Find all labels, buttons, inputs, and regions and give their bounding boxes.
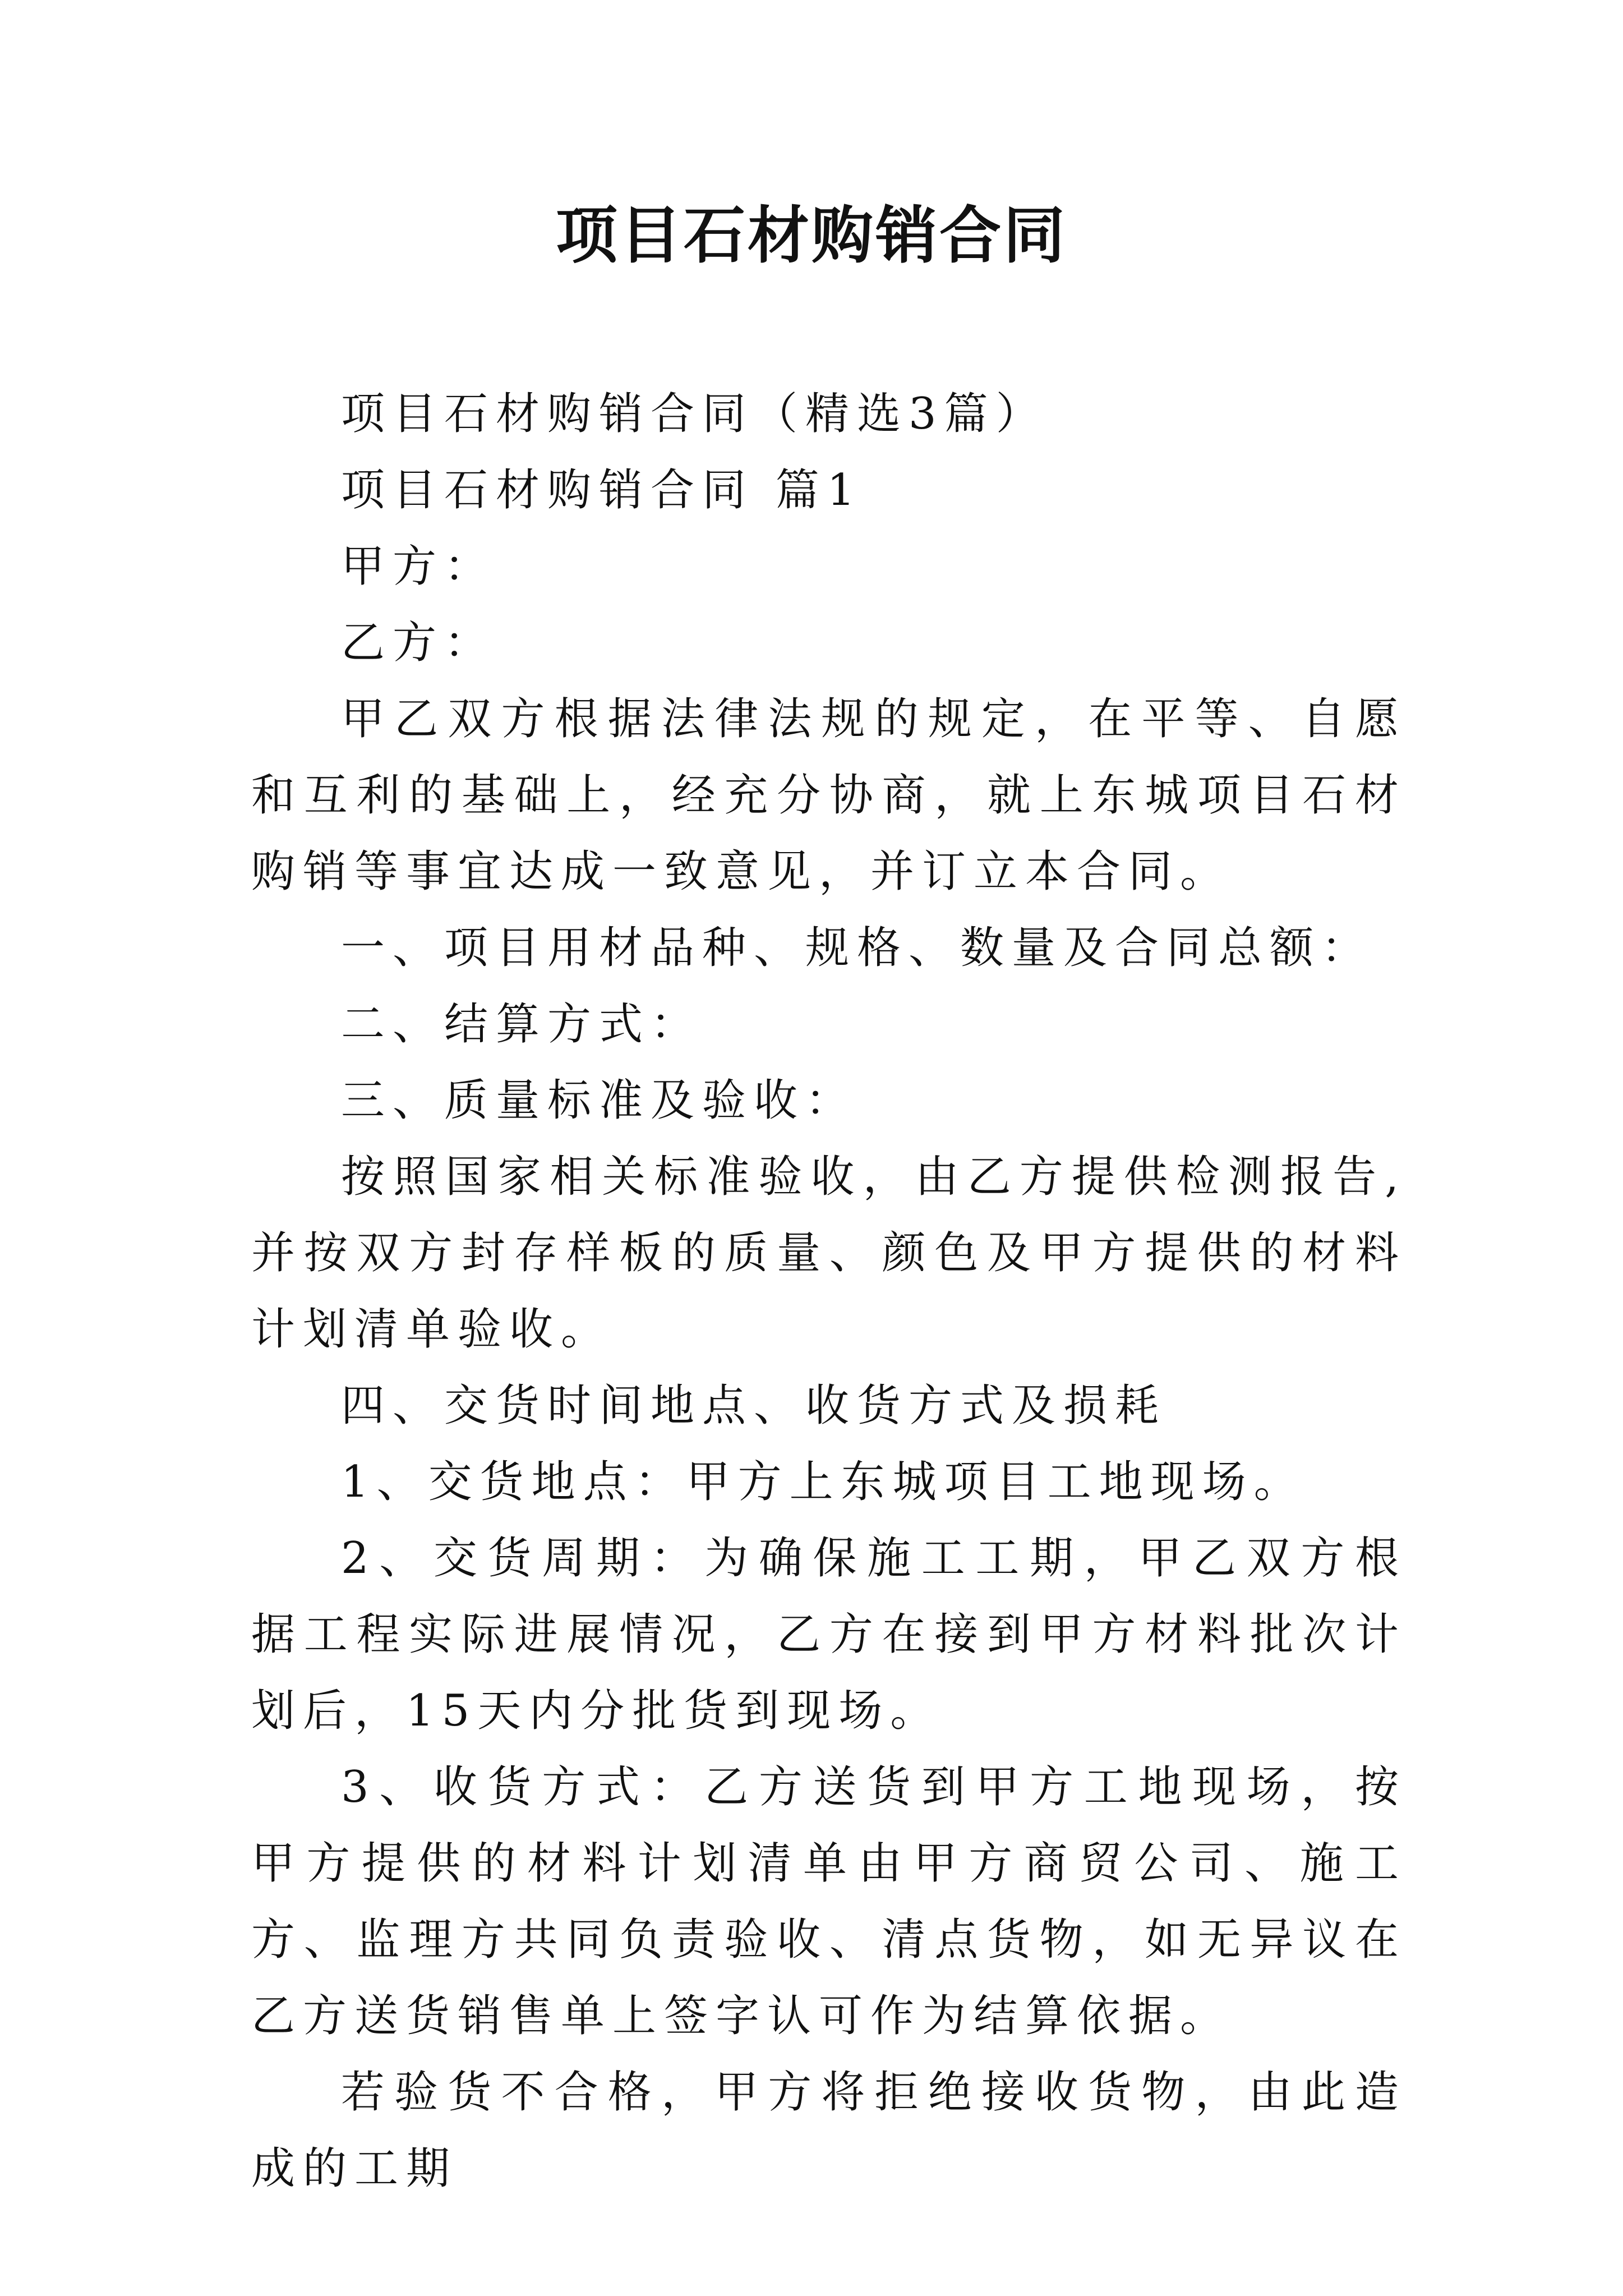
paragraph-acceptance: 按照国家相关标准验收，由乙方提供检测报告,并按双方封存样板的质量、颜色及甲方提供的材料计划清单验收。 [251, 1152, 1407, 1355]
paragraph-rejection: 若验货不合格，甲方将拒绝接收货物，由此造成的工期 [251, 2067, 1407, 2194]
paragraph-clause-1: 一、项目用材品种、规格、数量及合同总额： [341, 923, 1373, 973]
paragraph-clause-2: 二、结算方式： [341, 999, 703, 1050]
paragraph-delivery-period: 2、交货周期：为确保施工工期，甲乙双方根据工程实际进展情况，乙方在接到甲方材料批次计划后，15天内分批货到现场。 [251, 1533, 1407, 1736]
paragraph-preamble: 甲乙双方根据法律法规的规定，在平等、自愿和互利的基础上，经充分协商，就上东城项目石材购销等事宜达成一致意见，并订立本合同。 [251, 694, 1407, 897]
paragraph-party-b: 乙方： [341, 618, 496, 668]
paragraph-delivery-location: 1、交货地点：甲方上东城项目工地现场。 [341, 1457, 1306, 1507]
paragraph-receipt-method: 3、收货方式：乙方送货到甲方工地现场，按甲方提供的材料计划清单由甲方商贸公司、施工方、监理方共同负责验收、清点货物，如无异议在乙方送货销售单上签字认可作为结算依据。 [251, 1762, 1407, 2041]
paragraph-subtitle: 项目石材购销合同（精选3篇） [341, 389, 1048, 439]
paragraph-clause-3: 三、质量标准及验收： [341, 1075, 857, 1126]
paragraph-party-a: 甲方： [341, 541, 496, 592]
paragraph-section-heading: 项目石材购销合同 篇1 [341, 465, 863, 516]
paragraph-clause-4: 四、交货时间地点、收货方式及损耗 [341, 1381, 1167, 1431]
document-body [251, 376, 1407, 2207]
document-title: 项目石材购销合同 [556, 200, 1067, 272]
